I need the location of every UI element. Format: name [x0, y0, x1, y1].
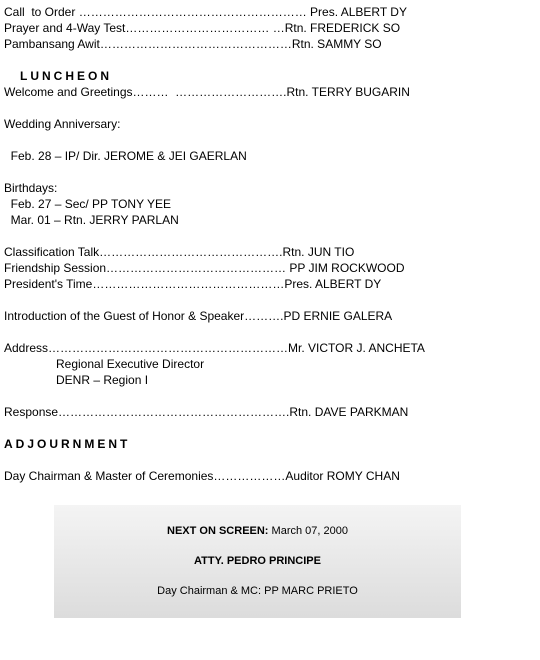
welcome-line: Welcome and Greetings……… ……………………….Rtn. TERRY BUGARIN [4, 85, 410, 99]
luncheon-heading: LUNCHEON [20, 69, 112, 83]
introduction-line: Introduction of the Guest of Honor & Speaker……….PD ERNIE GALERA [4, 309, 393, 323]
response-line: Response………………………………………………….Rtn. DAVE PARKMAN [4, 405, 409, 419]
birthdays-label: Birthdays: [4, 181, 58, 195]
anniversary-entry: Feb. 28 – IP/ Dir. JEROME & JEI GAERLAN [4, 149, 247, 163]
classification-line: Classification Talk……………………………………….Rtn. JUN TIO [4, 245, 355, 259]
presidents-time-line: President's Time…………………………………………Pres. ALBERT DY [4, 277, 382, 291]
friendship-line: Friendship Session……………………………………… PP JIM ROCKWOOD [4, 261, 405, 275]
next-speaker-name: ATTY. PEDRO PRINCIPE [194, 555, 321, 567]
address-title: DENR – Region I [56, 373, 149, 387]
next-on-screen-date: March 07, 2000 [268, 525, 348, 537]
address-line: Address……………………………………………………Mr. VICTOR J. ANCHETA [4, 341, 425, 355]
day-chairman-line: Day Chairman & Master of Ceremonies………………Auditor ROMY CHAN [4, 469, 400, 483]
address-title: Regional Executive Director [56, 357, 205, 371]
next-on-screen-line [54, 524, 461, 538]
birthday-entry: Feb. 27 – Sec/ PP TONY YEE [4, 197, 171, 211]
prayer-line: Prayer and 4-Way Test……………………………… …Rtn. FREDERICK SO [4, 21, 401, 35]
anthem-line: Pambansang Awit…………………………………………Rtn. SAMMY SO [4, 37, 382, 51]
next-on-screen-label: NEXT ON SCREEN: [167, 525, 269, 537]
next-day-chairman: Day Chairman & MC: PP MARC PRIETO [157, 585, 358, 597]
adjournment-heading: ADJOURNMENT [4, 437, 131, 451]
next-on-screen-card [54, 505, 461, 618]
anniversary-label: Wedding Anniversary: [4, 117, 121, 131]
call-to-order-line: Call to Order ………………………………………………… Pres. ALBERT DY [4, 5, 407, 19]
birthday-entry: Mar. 01 – Rtn. JERRY PARLAN [4, 213, 179, 227]
